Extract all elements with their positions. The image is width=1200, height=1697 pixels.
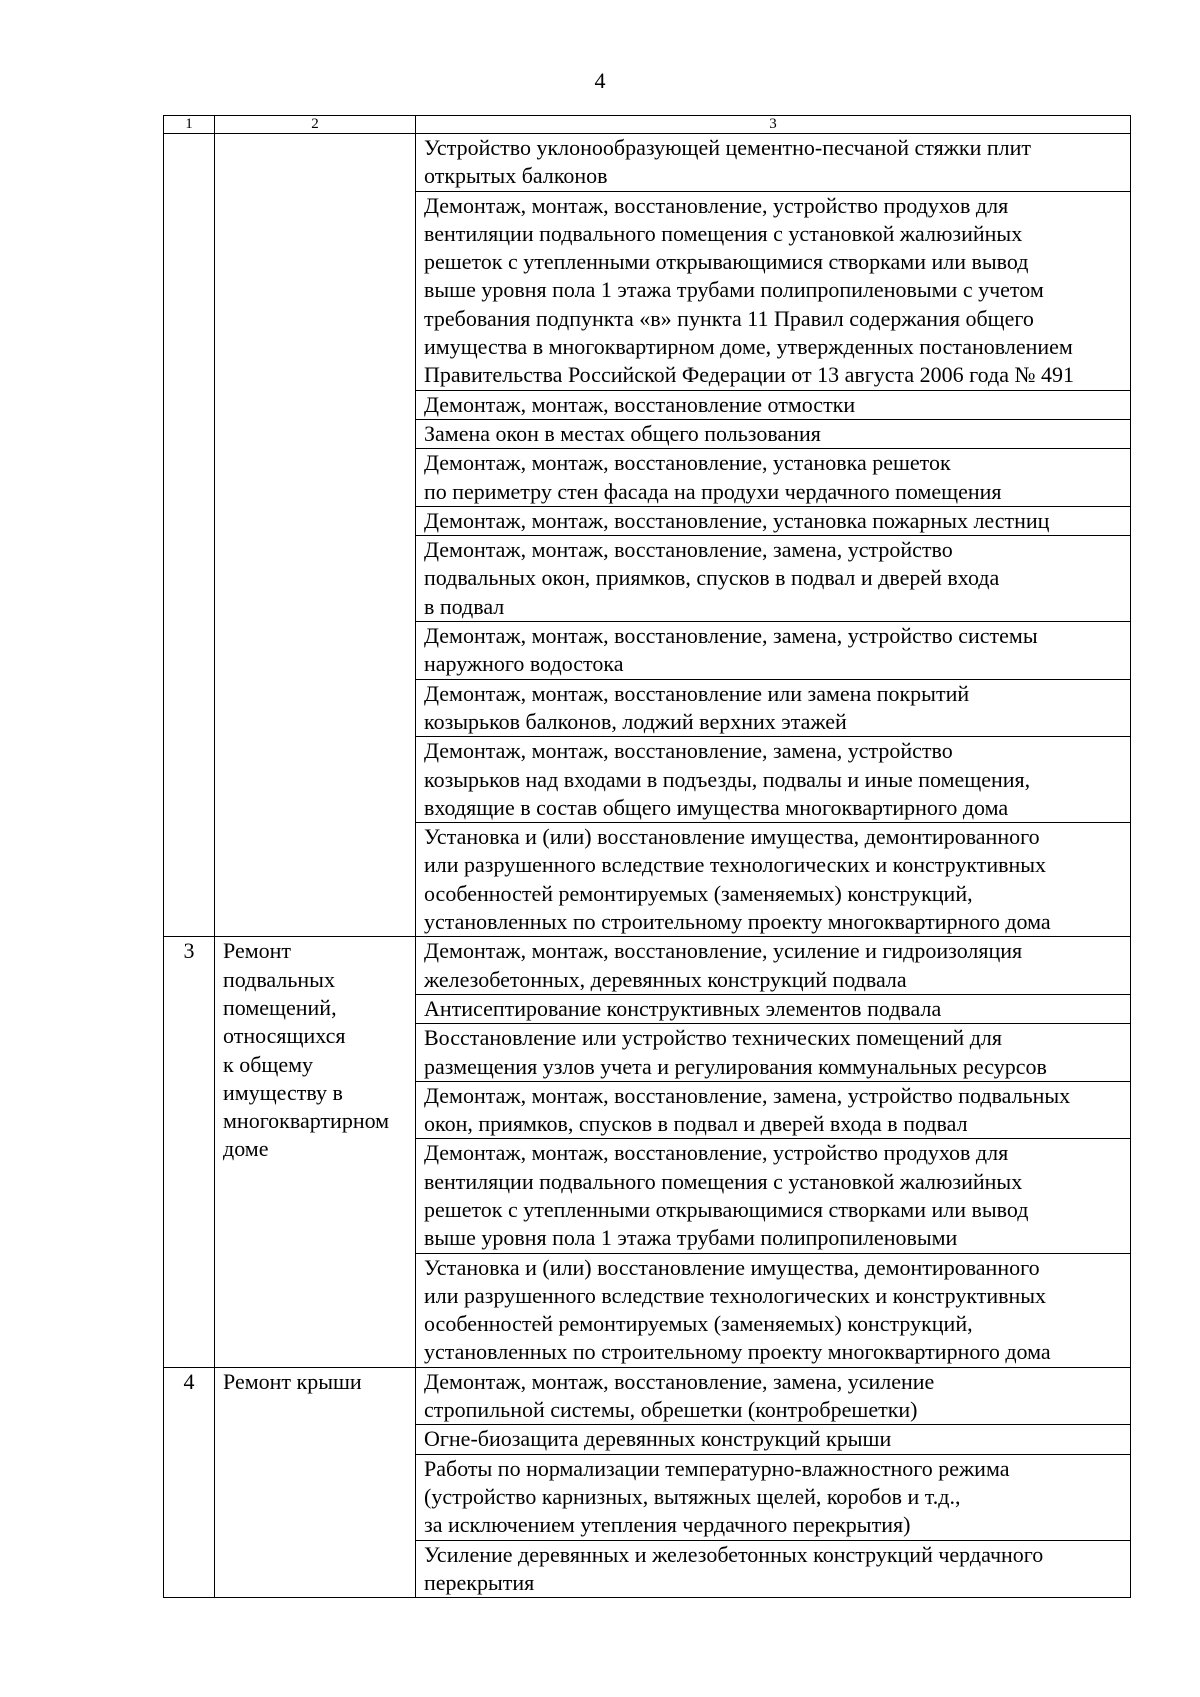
- work-line: козырьков над входами в подъезды, подвалы и иные помещения,: [424, 766, 1031, 792]
- work-line: Усиление деревянных и железобетонных конструкций чердачного: [424, 1541, 1044, 1567]
- work-line: окон, приямков, спусков в подвал и дверей входа в подвал: [424, 1111, 968, 1137]
- work-line: Антисептирование конструктивных элементов подвала: [424, 995, 942, 1021]
- group-name-line: подвальных: [223, 966, 335, 992]
- work-cell: [416, 390, 1131, 419]
- work-cell: [416, 1139, 1131, 1253]
- work-cell: [416, 1454, 1131, 1540]
- work-line: Замена окон в местах общего пользования: [424, 420, 821, 446]
- work-cell: [416, 823, 1131, 937]
- table-row: [164, 134, 1131, 192]
- work-line: Демонтаж, монтаж, восстановление, установка решеток: [424, 450, 951, 476]
- page-number: 4: [594, 68, 606, 93]
- table-row: [164, 937, 1131, 995]
- work-line: Демонтаж, монтаж, восстановление, замена, усиление: [424, 1368, 935, 1394]
- work-line: перекрытия: [424, 1569, 535, 1595]
- work-cell: [416, 1024, 1131, 1082]
- work-cell: [416, 1540, 1131, 1598]
- group-name-line: Ремонт крыши: [223, 1368, 362, 1394]
- work-line: особенностей ремонтируемых (заменяемых) конструкций,: [424, 1311, 973, 1337]
- work-line: Демонтаж, монтаж, восстановление, замена, устройство подвальных: [424, 1082, 1071, 1108]
- work-cell: [416, 134, 1131, 192]
- work-cell: [416, 506, 1131, 535]
- work-line: решеток с утепленными открывающимися створками или вывод: [424, 249, 1029, 275]
- work-line: козырьков балконов, лоджий верхних этажей: [424, 708, 847, 734]
- work-line: подвальных окон, приямков, спусков в подвал и дверей входа: [424, 565, 1000, 591]
- group-name-cell: [215, 134, 416, 937]
- work-line: Демонтаж, монтаж, восстановление, замена, устройство системы: [424, 623, 1038, 649]
- works-table: [163, 115, 1131, 1598]
- work-cell: [416, 1425, 1131, 1454]
- work-cell: [416, 449, 1131, 507]
- work-line: Демонтаж, монтаж, восстановление, устройство продухов для: [424, 192, 1009, 218]
- work-line: Демонтаж, монтаж, восстановление или замена покрытий: [424, 680, 970, 706]
- work-line: вентиляции подвального помещения с установкой жалюзийных: [424, 1168, 1023, 1194]
- work-cell: [416, 191, 1131, 390]
- work-line: выше уровня пола 1 этажа трубами полипропиленовыми с учетом: [424, 277, 1044, 303]
- work-line: особенностей ремонтируемых (заменяемых) конструкций,: [424, 880, 973, 906]
- work-cell: [416, 622, 1131, 680]
- group-name-line: имуществу в: [223, 1079, 343, 1105]
- group-name-line: Ремонт: [223, 938, 292, 964]
- work-cell: [416, 737, 1131, 823]
- work-line: Установка и (или) восстановление имущества, демонтированного: [424, 1254, 1040, 1280]
- work-line: Огне-биозащита деревянных конструкций крыши: [424, 1426, 892, 1452]
- work-line: Демонтаж, монтаж, восстановление, установка пожарных лестниц: [424, 507, 1050, 533]
- work-line: или разрушенного вследствие технологических и конструктивных: [424, 1282, 1047, 1308]
- work-line: (устройство карнизных, вытяжных щелей, коробов и т.д.,: [424, 1483, 961, 1509]
- work-line: установленных по строительному проекту многоквартирного дома: [424, 909, 1051, 935]
- group-number-cell: [164, 937, 215, 1367]
- work-line: установленных по строительному проекту многоквартирного дома: [424, 1339, 1051, 1365]
- group-number: 3: [183, 938, 195, 964]
- table-header-row: [164, 116, 1131, 134]
- header-col-2: 2: [215, 116, 416, 134]
- group-number: 4: [183, 1368, 195, 1394]
- work-line: вентиляции подвального помещения с установкой жалюзийных: [424, 220, 1023, 246]
- work-line: железобетонных, деревянных конструкций подвала: [424, 966, 907, 992]
- work-line: по периметру стен фасада на продухи чердачного помещения: [424, 478, 1002, 504]
- group-name-line: относящихся: [223, 1023, 346, 1049]
- group-name-cell: [215, 1367, 416, 1597]
- work-line: Правительства Российской Федерации от 13 августа 2006 года № 491: [424, 362, 1074, 388]
- work-line: Демонтаж, монтаж, восстановление, усиление и гидроизоляция: [424, 938, 1023, 964]
- work-cell: [416, 1253, 1131, 1367]
- work-line: размещения узлов учета и регулирования коммунальных ресурсов: [424, 1053, 1047, 1079]
- work-line: входящие в состав общего имущества многоквартирного дома: [424, 794, 1009, 820]
- group-number-cell: [164, 1367, 215, 1597]
- work-line: выше уровня пола 1 этажа трубами полипропиленовыми: [424, 1225, 958, 1251]
- work-line: имущества в многоквартирном доме, утвержденных постановлением: [424, 334, 1073, 360]
- header-col-3: 3: [416, 116, 1131, 134]
- table-row: [164, 1367, 1131, 1425]
- work-line: за исключением утепления чердачного перекрытия): [424, 1512, 911, 1538]
- works-table-body: [164, 116, 1131, 1598]
- work-line: в подвал: [424, 593, 505, 619]
- work-line: решеток с утепленными открывающимися створками или вывод: [424, 1196, 1029, 1222]
- header-col-1: 1: [164, 116, 215, 134]
- work-line: Восстановление или устройство технических помещений для: [424, 1025, 1002, 1051]
- work-line: наружного водостока: [424, 651, 624, 677]
- work-line: или разрушенного вследствие технологических и конструктивных: [424, 852, 1047, 878]
- group-name-line: многоквартирном: [223, 1108, 390, 1134]
- work-line: Работы по нормализации температурно-влажностного режима: [424, 1455, 1010, 1481]
- work-cell: [416, 937, 1131, 995]
- work-cell: [416, 1367, 1131, 1425]
- group-name-line: к общему: [223, 1051, 314, 1077]
- work-cell: [416, 419, 1131, 448]
- work-cell: [416, 1081, 1131, 1139]
- work-line: Демонтаж, монтаж, восстановление отмостки: [424, 391, 856, 417]
- work-line: Демонтаж, монтаж, восстановление, замена, устройство: [424, 738, 953, 764]
- group-name-line: доме: [223, 1136, 269, 1162]
- work-line: Устройство уклонообразующей цементно-песчаной стяжки плит: [424, 135, 1032, 160]
- work-cell: [416, 536, 1131, 622]
- work-line: стропильной системы, обрешетки (контробрешетки): [424, 1397, 918, 1423]
- work-line: открытых балконов: [424, 163, 608, 189]
- work-line: Установка и (или) восстановление имущества, демонтированного: [424, 824, 1040, 850]
- work-cell: [416, 679, 1131, 737]
- work-cell: [416, 994, 1131, 1023]
- group-name-cell: [215, 937, 416, 1367]
- group-name-line: помещений,: [223, 994, 337, 1020]
- work-line: требования подпункта «в» пункта 11 Правил содержания общего: [424, 305, 1034, 331]
- work-line: Демонтаж, монтаж, восстановление, устройство продухов для: [424, 1140, 1009, 1166]
- group-number-cell: [164, 134, 215, 937]
- work-line: Демонтаж, монтаж, восстановление, замена, устройство: [424, 537, 953, 563]
